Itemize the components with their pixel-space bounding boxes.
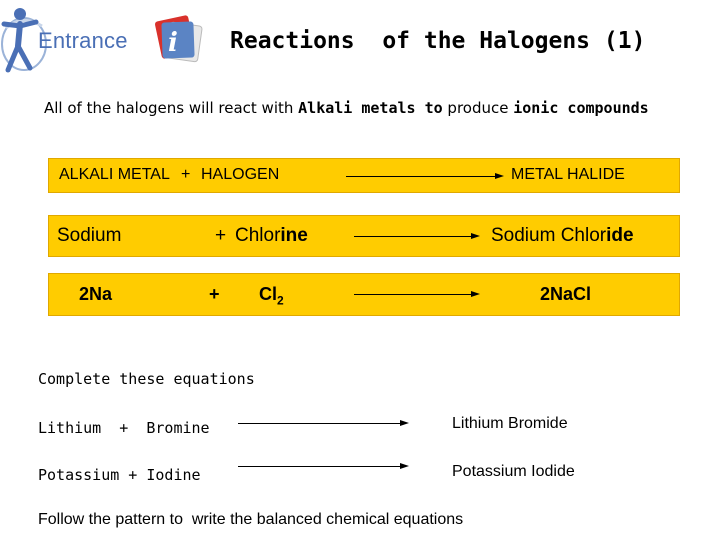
- exercise-row-2-product: Potassium Iodide: [452, 463, 575, 480]
- exercise-row-1-arrow: [238, 423, 402, 424]
- exercise-row-1-arrow-head: [400, 420, 409, 426]
- symbol-equation-box: [48, 273, 680, 316]
- symbol-reactant2-sub: 2: [277, 293, 284, 308]
- general-product: METAL HALIDE: [511, 166, 625, 183]
- word-plus: +: [215, 225, 227, 246]
- logo-letter: i: [168, 28, 178, 58]
- intro-bold2: ionic compounds: [513, 99, 649, 117]
- word-reactant2-stem: Chlor: [235, 225, 281, 246]
- general-arrow: [346, 176, 496, 177]
- word-product-suffix: ide: [606, 225, 634, 246]
- general-plus: +: [181, 166, 191, 183]
- general-equation-box: [48, 158, 680, 193]
- word-product-stem: Sodium Chlor: [491, 225, 607, 246]
- word-equation-box: [48, 215, 680, 257]
- symbol-arrow-head: [471, 291, 480, 297]
- general-reactant2: HALOGEN: [201, 166, 280, 183]
- symbol-arrow: [354, 294, 472, 295]
- symbol-reactant2: [259, 284, 284, 308]
- exercise-row-2-arrow-head: [400, 463, 409, 469]
- intro-part2: produce: [442, 99, 514, 117]
- logo-text: Entrance: [38, 28, 128, 53]
- symbol-plus: +: [209, 284, 220, 304]
- word-product: [491, 225, 634, 247]
- intro-part1: All of the halogens will react with: [44, 99, 299, 117]
- word-reactant1: Sodium: [57, 225, 122, 246]
- intro-text: [44, 96, 684, 120]
- symbol-reactant2-main: Cl: [259, 284, 277, 304]
- footer-instruction: Follow the pattern to write the balanced chemical equations: [38, 511, 464, 528]
- exercise-row-1-reactants: Lithium + Bromine: [38, 419, 210, 437]
- general-reactant1: ALKALI METAL: [59, 166, 170, 183]
- exercise-row-2-reactants: Potassium + Iodine: [38, 466, 201, 484]
- page-title: Reactions of the Halogens (1): [230, 28, 646, 54]
- general-arrow-head: [495, 173, 504, 179]
- intro-bold1: Alkali metals to: [298, 99, 443, 117]
- exercise-heading: Complete these equations: [38, 370, 255, 388]
- word-reactant2: [235, 225, 308, 247]
- word-arrow: [354, 236, 472, 237]
- word-reactant2-suffix: ine: [280, 225, 308, 246]
- exercise-row-1-product: Lithium Bromide: [452, 415, 568, 432]
- word-arrow-head: [471, 233, 480, 239]
- exercise-row-2-arrow: [238, 466, 402, 467]
- symbol-reactant1: 2Na: [79, 284, 113, 304]
- symbol-product: 2NaCl: [540, 284, 592, 304]
